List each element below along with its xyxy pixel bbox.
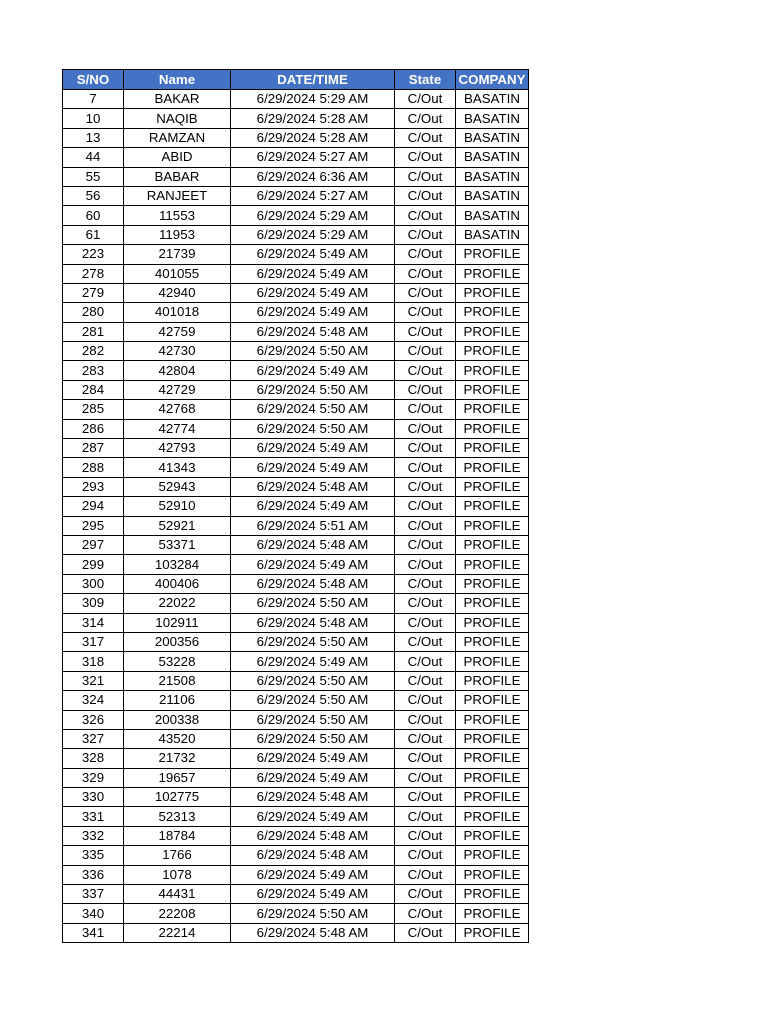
cell-sno: 332 [63,826,124,845]
cell-name: 102775 [124,788,231,807]
cell-sno: 13 [63,128,124,147]
cell-company: PROFILE [456,439,529,458]
cell-name: BABAR [124,167,231,186]
cell-state: C/Out [395,90,456,109]
table-row [63,419,529,438]
table-row [63,109,529,128]
cell-company: PROFILE [456,458,529,477]
cell-datetime: 6/29/2024 5:29 AM [231,225,395,244]
cell-name: 42759 [124,322,231,341]
cell-company: PROFILE [456,865,529,884]
cell-name: 53228 [124,652,231,671]
cell-sno: 223 [63,245,124,264]
cell-sno: 299 [63,555,124,574]
cell-name: BAKAR [124,90,231,109]
cell-state: C/Out [395,885,456,904]
cell-name: 103284 [124,555,231,574]
cell-datetime: 6/29/2024 5:50 AM [231,380,395,399]
table-row [63,729,529,748]
cell-company: PROFILE [456,749,529,768]
cell-company: PROFILE [456,691,529,710]
cell-state: C/Out [395,439,456,458]
cell-datetime: 6/29/2024 5:50 AM [231,342,395,361]
cell-datetime: 6/29/2024 5:49 AM [231,749,395,768]
cell-company: PROFILE [456,264,529,283]
cell-sno: 340 [63,904,124,923]
cell-datetime: 6/29/2024 5:50 AM [231,710,395,729]
cell-state: C/Out [395,109,456,128]
cell-state: C/Out [395,632,456,651]
cell-name: 22022 [124,594,231,613]
cell-name: 44431 [124,885,231,904]
cell-datetime: 6/29/2024 5:48 AM [231,477,395,496]
table-row [63,148,529,167]
table-row [63,264,529,283]
cell-state: C/Out [395,865,456,884]
cell-state: C/Out [395,613,456,632]
cell-name: 42793 [124,439,231,458]
cell-sno: 295 [63,516,124,535]
cell-state: C/Out [395,652,456,671]
cell-name: 11953 [124,225,231,244]
cell-state: C/Out [395,826,456,845]
cell-sno: 278 [63,264,124,283]
cell-datetime: 6/29/2024 5:48 AM [231,535,395,554]
cell-datetime: 6/29/2024 5:27 AM [231,148,395,167]
table-row [63,400,529,419]
cell-name: 52313 [124,807,231,826]
cell-sno: 285 [63,400,124,419]
cell-name: 102911 [124,613,231,632]
cell-company: BASATIN [456,128,529,147]
header-row [63,70,529,90]
cell-datetime: 6/29/2024 5:50 AM [231,400,395,419]
cell-company: PROFILE [456,904,529,923]
cell-state: C/Out [395,594,456,613]
cell-sno: 283 [63,361,124,380]
table-row [63,691,529,710]
column-header-state: State [395,70,456,90]
cell-state: C/Out [395,245,456,264]
cell-company: PROFILE [456,419,529,438]
cell-state: C/Out [395,322,456,341]
cell-name: 22214 [124,923,231,942]
cell-datetime: 6/29/2024 5:48 AM [231,846,395,865]
cell-state: C/Out [395,923,456,942]
table-row [63,516,529,535]
cell-datetime: 6/29/2024 5:49 AM [231,885,395,904]
cell-sno: 341 [63,923,124,942]
cell-company: PROFILE [456,826,529,845]
table-row [63,574,529,593]
cell-company: PROFILE [456,400,529,419]
cell-datetime: 6/29/2024 5:28 AM [231,109,395,128]
cell-state: C/Out [395,477,456,496]
cell-state: C/Out [395,148,456,167]
cell-state: C/Out [395,380,456,399]
cell-name: 42804 [124,361,231,380]
cell-sno: 327 [63,729,124,748]
cell-sno: 329 [63,768,124,787]
cell-datetime: 6/29/2024 5:49 AM [231,245,395,264]
cell-sno: 55 [63,167,124,186]
cell-name: 41343 [124,458,231,477]
cell-company: PROFILE [456,477,529,496]
cell-company: PROFILE [456,807,529,826]
cell-company: PROFILE [456,516,529,535]
cell-company: PROFILE [456,885,529,904]
cell-state: C/Out [395,400,456,419]
cell-datetime: 6/29/2024 5:49 AM [231,497,395,516]
table-row [63,632,529,651]
cell-name: RANJEET [124,186,231,205]
cell-sno: 281 [63,322,124,341]
cell-company: PROFILE [456,768,529,787]
cell-name: 21508 [124,671,231,690]
cell-company: BASATIN [456,90,529,109]
cell-datetime: 6/29/2024 5:48 AM [231,826,395,845]
table-row [63,497,529,516]
cell-state: C/Out [395,729,456,748]
column-header-name: Name [124,70,231,90]
cell-company: BASATIN [456,109,529,128]
cell-company: BASATIN [456,186,529,205]
cell-sno: 321 [63,671,124,690]
cell-state: C/Out [395,361,456,380]
cell-company: PROFILE [456,245,529,264]
cell-company: BASATIN [456,148,529,167]
cell-name: 53371 [124,535,231,554]
cell-state: C/Out [395,846,456,865]
cell-name: NAQIB [124,109,231,128]
cell-state: C/Out [395,788,456,807]
attendance-table [62,69,529,943]
cell-name: 11553 [124,206,231,225]
table-row [63,826,529,845]
cell-datetime: 6/29/2024 5:48 AM [231,613,395,632]
table-row [63,167,529,186]
cell-name: 200338 [124,710,231,729]
table-row [63,594,529,613]
cell-state: C/Out [395,691,456,710]
cell-state: C/Out [395,186,456,205]
cell-company: PROFILE [456,555,529,574]
table-row [63,555,529,574]
cell-company: PROFILE [456,322,529,341]
cell-company: PROFILE [456,303,529,322]
cell-name: 42729 [124,380,231,399]
cell-company: PROFILE [456,632,529,651]
cell-company: PROFILE [456,594,529,613]
cell-company: PROFILE [456,923,529,942]
cell-company: PROFILE [456,574,529,593]
cell-sno: 317 [63,632,124,651]
table-row [63,439,529,458]
cell-datetime: 6/29/2024 5:48 AM [231,788,395,807]
cell-datetime: 6/29/2024 5:49 AM [231,283,395,302]
table-row [63,225,529,244]
table-row [63,671,529,690]
cell-name: 42730 [124,342,231,361]
cell-datetime: 6/29/2024 5:50 AM [231,594,395,613]
table-row [63,303,529,322]
cell-sno: 44 [63,148,124,167]
column-header-company: COMPANY [456,70,529,90]
cell-name: 52910 [124,497,231,516]
cell-company: PROFILE [456,652,529,671]
cell-name: 400406 [124,574,231,593]
table-row [63,904,529,923]
cell-company: PROFILE [456,710,529,729]
cell-state: C/Out [395,807,456,826]
cell-company: BASATIN [456,206,529,225]
cell-state: C/Out [395,458,456,477]
table-row [63,477,529,496]
cell-name: 200356 [124,632,231,651]
cell-sno: 328 [63,749,124,768]
cell-name: ABID [124,148,231,167]
cell-name: 43520 [124,729,231,748]
cell-state: C/Out [395,128,456,147]
cell-datetime: 6/29/2024 5:48 AM [231,574,395,593]
cell-state: C/Out [395,303,456,322]
cell-sno: 60 [63,206,124,225]
cell-datetime: 6/29/2024 5:28 AM [231,128,395,147]
cell-company: PROFILE [456,788,529,807]
cell-company: PROFILE [456,729,529,748]
cell-sno: 294 [63,497,124,516]
cell-sno: 286 [63,419,124,438]
cell-company: PROFILE [456,380,529,399]
table-row [63,186,529,205]
cell-company: PROFILE [456,497,529,516]
cell-datetime: 6/29/2024 5:49 AM [231,303,395,322]
table-row [63,342,529,361]
cell-state: C/Out [395,225,456,244]
cell-state: C/Out [395,574,456,593]
table-row [63,768,529,787]
cell-sno: 61 [63,225,124,244]
cell-datetime: 6/29/2024 5:50 AM [231,904,395,923]
cell-sno: 284 [63,380,124,399]
cell-datetime: 6/29/2024 5:48 AM [231,322,395,341]
table-row [63,535,529,554]
cell-name: 401055 [124,264,231,283]
column-header-sno: S/NO [63,70,124,90]
cell-name: 1078 [124,865,231,884]
cell-datetime: 6/29/2024 5:50 AM [231,632,395,651]
table-row [63,90,529,109]
cell-name: 42940 [124,283,231,302]
cell-name: 401018 [124,303,231,322]
table-row [63,322,529,341]
cell-state: C/Out [395,749,456,768]
cell-state: C/Out [395,264,456,283]
cell-sno: 56 [63,186,124,205]
table-row [63,361,529,380]
cell-state: C/Out [395,535,456,554]
table-row [63,807,529,826]
cell-name: 21739 [124,245,231,264]
table-row [63,613,529,632]
cell-datetime: 6/29/2024 5:49 AM [231,652,395,671]
cell-name: 19657 [124,768,231,787]
table-row [63,458,529,477]
cell-name: RAMZAN [124,128,231,147]
cell-sno: 337 [63,885,124,904]
cell-datetime: 6/29/2024 5:49 AM [231,807,395,826]
cell-company: PROFILE [456,846,529,865]
cell-sno: 280 [63,303,124,322]
cell-state: C/Out [395,710,456,729]
cell-name: 52921 [124,516,231,535]
cell-state: C/Out [395,768,456,787]
cell-sno: 330 [63,788,124,807]
cell-sno: 300 [63,574,124,593]
cell-sno: 318 [63,652,124,671]
cell-company: PROFILE [456,342,529,361]
cell-state: C/Out [395,283,456,302]
cell-datetime: 6/29/2024 5:49 AM [231,865,395,884]
cell-name: 18784 [124,826,231,845]
cell-state: C/Out [395,206,456,225]
cell-state: C/Out [395,671,456,690]
cell-company: BASATIN [456,225,529,244]
table-row [63,885,529,904]
cell-name: 22208 [124,904,231,923]
table-row [63,865,529,884]
cell-sno: 324 [63,691,124,710]
cell-sno: 287 [63,439,124,458]
table-row [63,283,529,302]
cell-datetime: 6/29/2024 5:50 AM [231,419,395,438]
cell-state: C/Out [395,342,456,361]
cell-datetime: 6/29/2024 5:49 AM [231,439,395,458]
cell-datetime: 6/29/2024 5:49 AM [231,768,395,787]
cell-datetime: 6/29/2024 5:49 AM [231,458,395,477]
cell-datetime: 6/29/2024 6:36 AM [231,167,395,186]
cell-name: 21106 [124,691,231,710]
cell-datetime: 6/29/2024 5:50 AM [231,671,395,690]
table-row [63,923,529,942]
cell-state: C/Out [395,516,456,535]
cell-sno: 326 [63,710,124,729]
cell-state: C/Out [395,497,456,516]
cell-sno: 331 [63,807,124,826]
cell-company: PROFILE [456,535,529,554]
cell-datetime: 6/29/2024 5:48 AM [231,923,395,942]
cell-sno: 279 [63,283,124,302]
cell-datetime: 6/29/2024 5:51 AM [231,516,395,535]
cell-sno: 10 [63,109,124,128]
cell-name: 42768 [124,400,231,419]
table-row [63,749,529,768]
cell-name: 42774 [124,419,231,438]
cell-name: 1766 [124,846,231,865]
cell-company: PROFILE [456,361,529,380]
table-row [63,380,529,399]
cell-datetime: 6/29/2024 5:49 AM [231,555,395,574]
table-row [63,206,529,225]
cell-sno: 297 [63,535,124,554]
cell-sno: 293 [63,477,124,496]
cell-company: BASATIN [456,167,529,186]
table-row [63,710,529,729]
cell-datetime: 6/29/2024 5:29 AM [231,206,395,225]
cell-datetime: 6/29/2024 5:49 AM [231,264,395,283]
cell-company: PROFILE [456,283,529,302]
table-row [63,652,529,671]
cell-company: PROFILE [456,671,529,690]
cell-name: 52943 [124,477,231,496]
cell-sno: 309 [63,594,124,613]
cell-sno: 335 [63,846,124,865]
table-body [63,90,529,943]
cell-state: C/Out [395,419,456,438]
cell-name: 21732 [124,749,231,768]
cell-datetime: 6/29/2024 5:50 AM [231,691,395,710]
cell-sno: 336 [63,865,124,884]
cell-sno: 288 [63,458,124,477]
cell-state: C/Out [395,904,456,923]
cell-company: PROFILE [456,613,529,632]
table-row [63,128,529,147]
cell-datetime: 6/29/2024 5:50 AM [231,729,395,748]
cell-datetime: 6/29/2024 5:27 AM [231,186,395,205]
cell-datetime: 6/29/2024 5:49 AM [231,361,395,380]
cell-state: C/Out [395,555,456,574]
table-row [63,846,529,865]
cell-sno: 7 [63,90,124,109]
cell-datetime: 6/29/2024 5:29 AM [231,90,395,109]
column-header-datetime: DATE/TIME [231,70,395,90]
cell-state: C/Out [395,167,456,186]
cell-sno: 314 [63,613,124,632]
cell-sno: 282 [63,342,124,361]
table-row [63,245,529,264]
table-row [63,788,529,807]
